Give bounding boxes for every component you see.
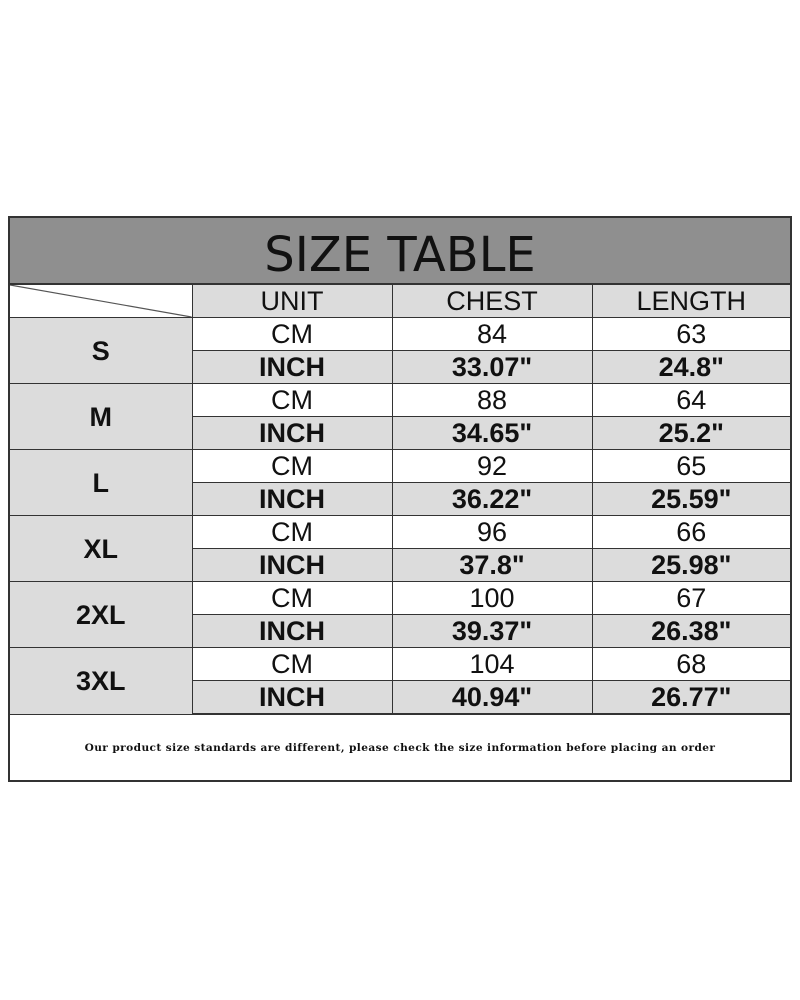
table-row-cm xyxy=(10,450,790,483)
unit-cell: INCH xyxy=(192,615,392,648)
unit-cell: CM xyxy=(192,384,392,417)
corner-cell xyxy=(10,285,192,318)
unit-cell: CM xyxy=(192,516,392,549)
length-cell: 65 xyxy=(592,450,790,483)
unit-cell: INCH xyxy=(192,351,392,384)
table-row-cm xyxy=(10,582,790,615)
length-cell: 25.2" xyxy=(592,417,790,450)
chest-cell: 39.37" xyxy=(392,615,592,648)
length-cell: 25.98" xyxy=(592,549,790,582)
chest-cell: 92 xyxy=(392,450,592,483)
size-label: S xyxy=(10,318,192,384)
chest-cell: 34.65" xyxy=(392,417,592,450)
chest-cell: 96 xyxy=(392,516,592,549)
chest-cell: 100 xyxy=(392,582,592,615)
chest-cell: 84 xyxy=(392,318,592,351)
size-label: L xyxy=(10,450,192,516)
chest-cell: 88 xyxy=(392,384,592,417)
table-row-cm xyxy=(10,318,790,351)
size-note: Our product size standards are different, please check the size information before placing an order xyxy=(84,741,716,754)
table-row-cm xyxy=(10,516,790,549)
length-cell: 26.77" xyxy=(592,681,790,715)
diagonal-divider xyxy=(10,285,192,317)
unit-cell: CM xyxy=(192,582,392,615)
unit-cell: INCH xyxy=(192,417,392,450)
unit-cell: CM xyxy=(192,318,392,351)
length-cell: 24.8" xyxy=(592,351,790,384)
chest-cell: 104 xyxy=(392,648,592,681)
unit-cell: INCH xyxy=(192,483,392,516)
length-cell: 68 xyxy=(592,648,790,681)
length-cell: 26.38" xyxy=(592,615,790,648)
unit-cell: CM xyxy=(192,450,392,483)
length-cell: 25.59" xyxy=(592,483,790,516)
chest-cell: 40.94" xyxy=(392,681,592,715)
size-label: 3XL xyxy=(10,648,192,715)
unit-cell: INCH xyxy=(192,681,392,715)
length-cell: 67 xyxy=(592,582,790,615)
chest-cell: 37.8" xyxy=(392,549,592,582)
size-label: XL xyxy=(10,516,192,582)
header-row xyxy=(10,285,790,318)
unit-cell: INCH xyxy=(192,549,392,582)
chest-cell: 36.22" xyxy=(392,483,592,516)
length-cell: 66 xyxy=(592,516,790,549)
size-table-frame xyxy=(8,216,792,782)
unit-cell: CM xyxy=(192,648,392,681)
table-row-cm xyxy=(10,384,790,417)
chest-cell: 33.07" xyxy=(392,351,592,384)
header-length: LENGTH xyxy=(592,285,790,318)
table-row-cm xyxy=(10,648,790,681)
size-label: M xyxy=(10,384,192,450)
size-table-title: SIZE TABLE xyxy=(264,226,536,283)
size-label: 2XL xyxy=(10,582,192,648)
header-unit: UNIT xyxy=(192,285,392,318)
title-bar xyxy=(10,218,790,285)
length-cell: 64 xyxy=(592,384,790,417)
size-table xyxy=(10,285,790,715)
note-area xyxy=(10,715,790,780)
length-cell: 63 xyxy=(592,318,790,351)
header-chest: CHEST xyxy=(392,285,592,318)
